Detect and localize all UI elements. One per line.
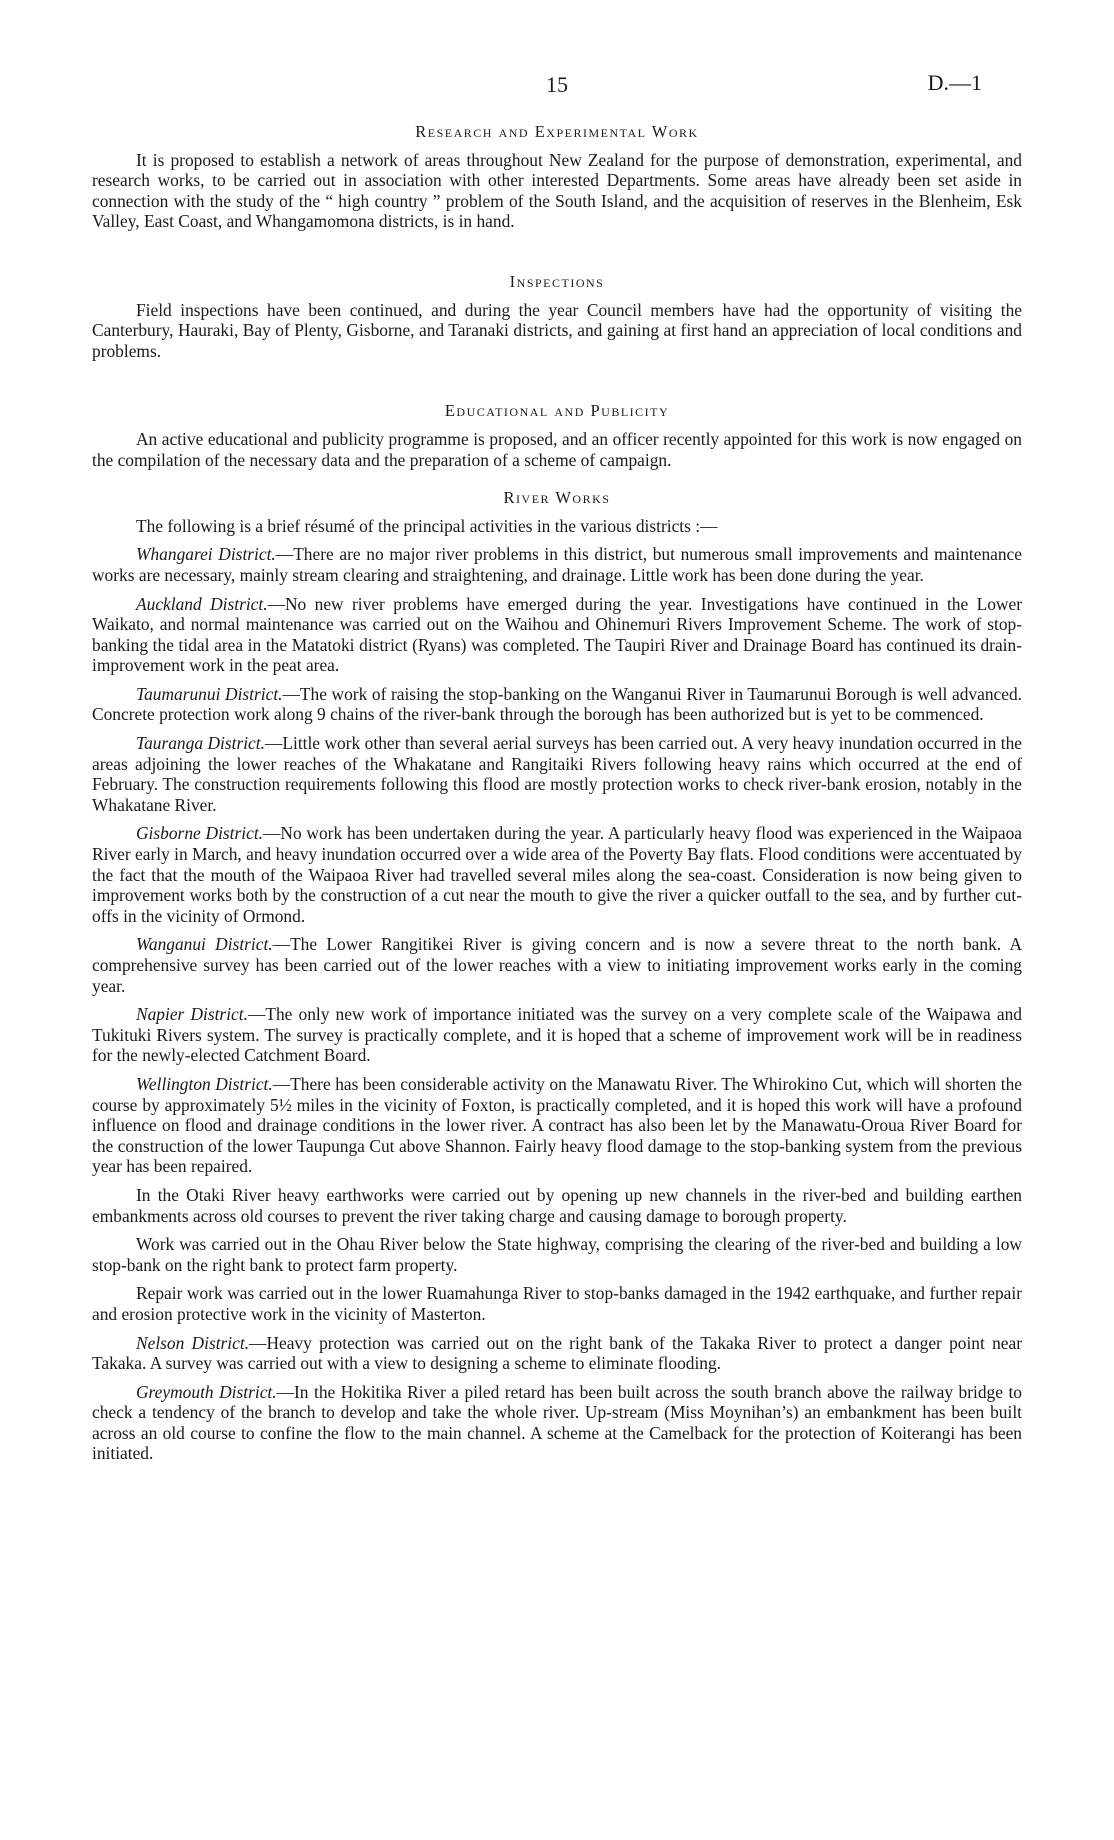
paragraph-otaki: In the Otaki River heavy earthworks were carried out by opening up new channels in the river-bed and building earthen embankments across old courses to prevent the river taking charge and causing damage to borough property. [92,1184,1022,1226]
section-river-works [92,488,1022,1464]
paragraph-ohau: Work was carried out in the Ohau River below the State highway, comprising the clearing of the river-bed and building a low stop-bank on the right bank to protect farm property. [92,1234,1022,1275]
district-name: Auckland District. [136,593,268,614]
district-name: Gisborne District. [136,823,263,844]
paragraph: It is proposed to establish a network of areas throughout New Zealand for the purpose of demonstration, experimental, and research works, to be carried out in association with other interested Departments. Some areas have already been set aside in connection with the study of the “ high country ” problem of the South Island, and the acquisition of reserves in the Blenheim, Esk Valley, East Coast, and Whangamomona districts, is in hand. [92,149,1022,232]
section-heading: Educational and Publicity [444,401,670,421]
paragraph: Field inspections have been continued, and during the year Council members have had the opportunity of visiting the Canterbury, Hauraki, Bay of Plenty, Gisborne, and Taranaki districts, and gaining at first hand an appreciation of local conditions and problems. [92,299,1022,361]
section-heading: Inspections [509,271,605,291]
section-inspections [92,272,1022,361]
paragraph-auckland: Auckland District.—No new river problems have emerged during the year. Investigations have continued in the Lower Waikato, and normal maintenance was carried out on the Waihou and Ohinemuri Rivers Improvement Scheme. The work of stop-banking the tidal area in the Matatoki district (Ryans) was completed. The Taupiri River and Drainage Board has continued its drain-improvement work in the peat area. [92,593,1022,676]
paragraph-ruamahunga: Repair work was carried out in the lower Ruamahunga River to stop-banks damaged in the 1942 earthquake, and further repair and erosion protective work in the vicinity of Masterton. [92,1283,1022,1324]
paragraph: An active educational and publicity programme is proposed, and an officer recently appointed for this work is now engaged on the compilation of the necessary data and the preparation of a scheme of campaign. [92,428,1022,470]
document-reference: D.—1 [927,70,982,95]
district-name: Nelson District. [136,1332,250,1353]
district-name: Greymouth District. [136,1381,277,1402]
section-educational [92,401,1022,470]
section-heading: Research and Experimental Work [415,122,699,141]
paragraph-gisborne: Gisborne District.—No work has been undertaken during the year. A particularly heavy flood was experienced in the Waipaoa River early in March, and heavy inundation occurred over a wide area of the Poverty Bay flats. Flood conditions were accentuated by the fact that the mouth of the Waipaoa River had travelled several miles along the sea-coast. Consideration is now being given to improvement works both by the construction of a cut near the mouth to give the river a quicker outfall to the sea, and by further cut-offs in the vicinity of Ormond. [92,823,1022,926]
paragraph-napier: Napier District.—The only new work of importance initiated was the survey on a very complete scale of the Waipawa and Tukituki Rivers system. The survey is practically complete, and it is hoped that a scheme of improvement work will be in readiness for the newly-elected Catchment Board. [92,1004,1022,1066]
page-number: 15 [546,72,568,97]
document-body [92,122,1022,1472]
paragraph-greymouth: Greymouth District.—In the Hokitika River a piled retard has been built across the south branch above the railway bridge to check a tendency of the branch to develop and take the whole river. Up-stream (Miss Moynihan’s) an embankment has been built across an old course to confine the flow to the main channel. A scheme at the Camelback for the protection of Koiterangi has been initiated. [92,1381,1023,1464]
paragraph-taumarunui: Taumarunui District.—The work of raising the stop-banking on the Wanganui River in Taumarunui Borough is well advanced. Concrete protection work along 9 chains of the river-bank through the borough has been authorized but is yet to be commenced. [92,683,1022,725]
paragraph-wellington: Wellington District.—There has been considerable activity on the Manawatu River. The Whirokino Cut, which will shorten the course by approximately 5½ miles in the vicinity of Foxton, is practically completed, and it is hoped this work will have a profound influence on flood and drainage conditions in the lower river. A contract has also been let by the Manawatu-Oroua River Board for the construction of the lower Taupunga Cut above Shannon. Fairly heavy flood damage to the stop-banking system from the previous year has been repaired. [92,1073,1022,1177]
paragraph-wanganui: Wanganui District.—The Lower Rangitikei River is giving concern and is now a severe threat to the north bank. A comprehensive survey has been carried out of the lower reaches with a view to initiating improvement works early in the coming year. [92,934,1023,996]
district-name: Whangarei District. [136,544,276,565]
section-heading: River Works [503,488,611,508]
district-name: Taumarunui District. [136,683,283,704]
section-research [92,122,1022,232]
district-name: Wellington District. [136,1073,273,1094]
district-name: Tauranga District. [136,733,265,754]
paragraph-tauranga: Tauranga District.—Little work other than several aerial surveys has been carried out. A very heavy inundation occurred in the areas adjoining the lower reaches of the Whakatane and Rangitaiki Rivers following heavy rains which occurred at the end of February. The construction requirements following this flood are mostly protection works to check river-bank erosion, notably in the Whakatane River. [92,733,1022,815]
paragraph-whangarei: Whangarei District.—There are no major river problems in this district, but numerous small improvements and maintenance works are necessary, mainly stream clearing and straightening, and drainage. Little work has been done during the year. [92,544,1022,585]
district-name: Napier District. [136,1004,248,1025]
paragraph-nelson: Nelson District.—Heavy protection was carried out on the right bank of the Takaka River to protect a danger point near Takaka. A survey was carried out with a view to designing a scheme to eliminate flooding. [92,1332,1022,1374]
paragraph: The following is a brief résumé of the principal activities in the various districts :— [136,515,718,536]
district-name: Wanganui District. [136,934,273,955]
